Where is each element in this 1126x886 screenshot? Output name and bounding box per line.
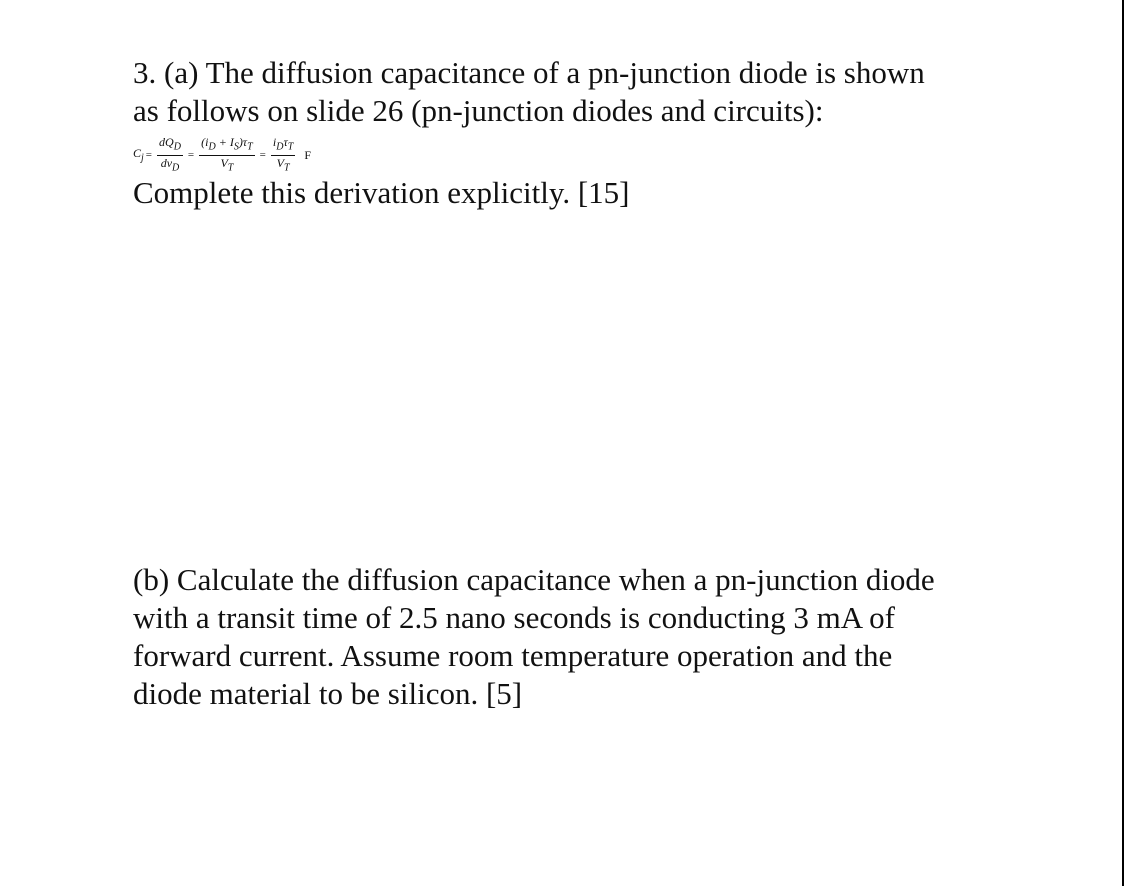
question-3b-text [133,561,935,713]
unit-farad: F [304,147,312,162]
equals-sign: = [187,149,195,161]
fraction-current-sum [199,135,255,175]
fraction-dq-dv [157,135,183,175]
question-3a-instruction [133,174,629,212]
question-3a-text [133,54,925,130]
equals-sign: = [259,149,266,161]
formula-lhs: $C_j$ [133,146,144,164]
fraction-approx [271,135,295,175]
text-line: 3. (a) The diffusion capacitance of a pn-junction diode is shown [133,55,925,90]
fraction-denominator: $V_T$ [276,155,290,173]
diffusion-capacitance-formula [133,135,311,175]
text-line: with a transit time of 2.5 nano seconds is conducting 3 mA of [133,600,895,635]
page-right-border [1122,0,1124,886]
text-line: (b) Calculate the diffusion capacitance when a pn-junction diode [133,562,935,597]
fraction-denominator: $dv_D$ [160,155,180,173]
fraction-denominator: $V_T$ [220,155,234,173]
equals-sign: = [145,149,153,161]
fraction-numerator: $i_D\tau_T$ [271,135,295,155]
text-line: diode material to be silicon. [5] [133,676,523,711]
fraction-numerator: $dQ_D$ [157,135,183,155]
text-line: forward current. Assume room temperature operation and the [133,638,893,673]
text-line: Complete this derivation explicitly. [15] [133,175,630,210]
text-line: as follows on slide 26 (pn-junction diodes and circuits): [133,93,824,128]
fraction-numerator: $(i_D + I_S)\tau_T$ [199,135,255,155]
